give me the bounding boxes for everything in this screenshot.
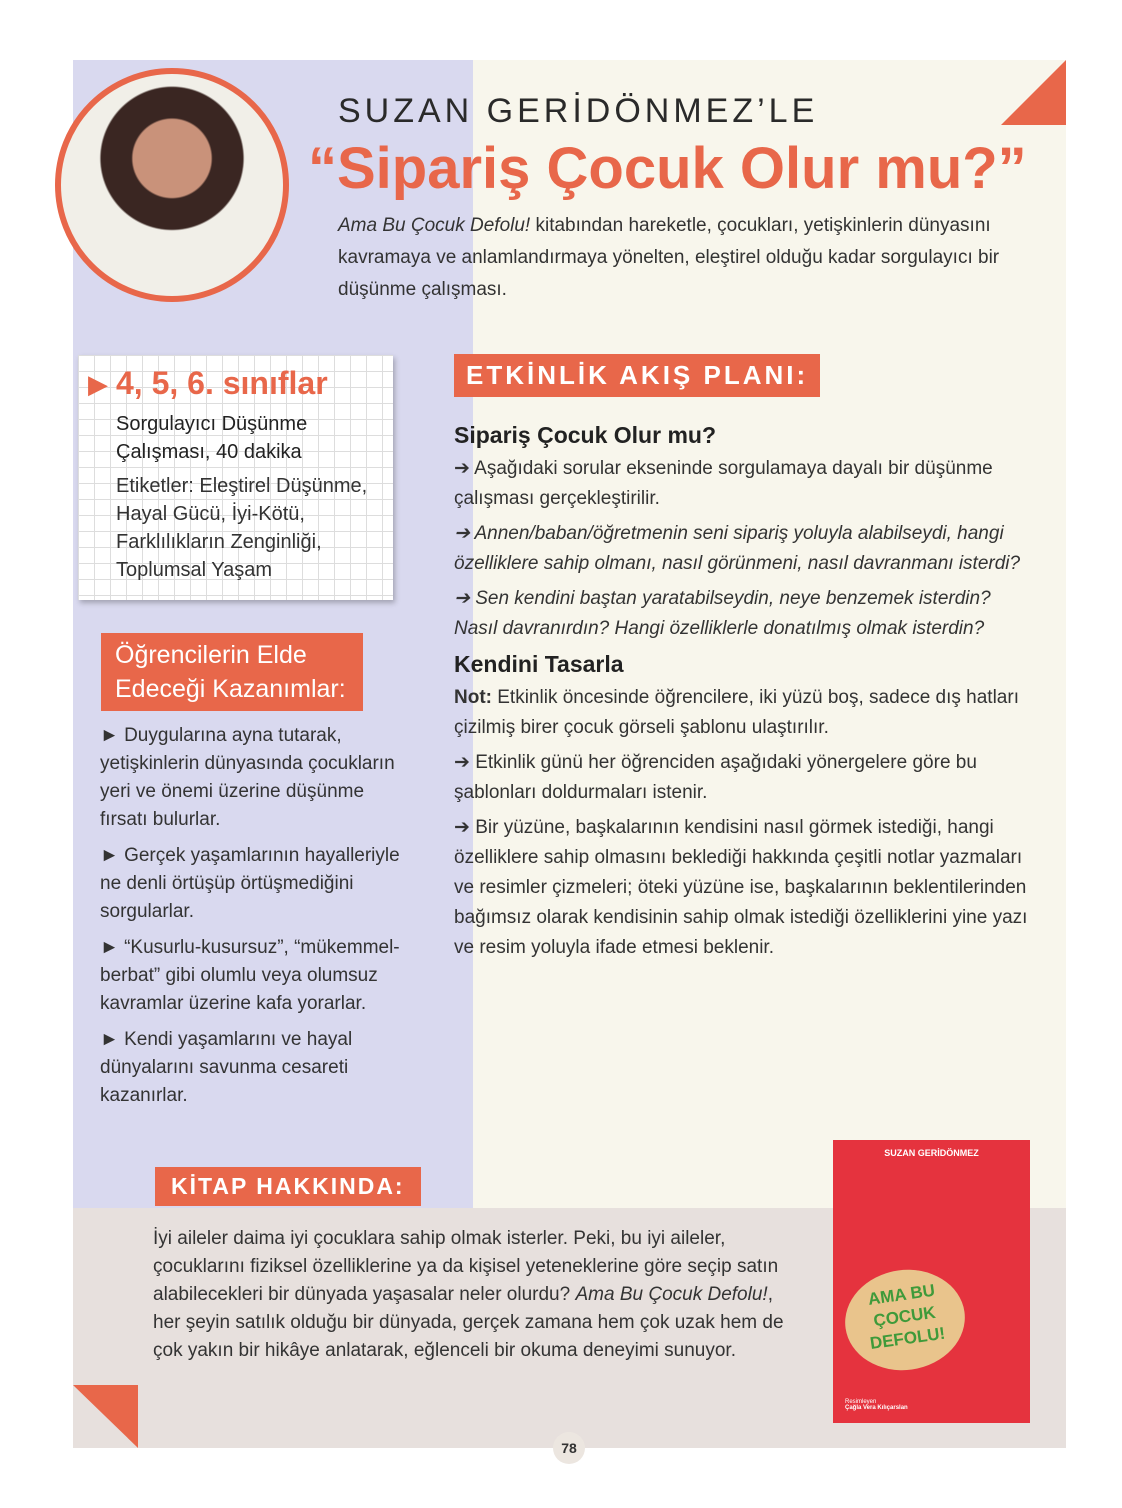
list-item: ► “Kusurlu-kusursuz”, “mükemmel-berbat” gibi olumlu veya olumsuz kavramlar üzerine kafa yorarlar. <box>100 937 400 1014</box>
cover-illustrator <box>845 1399 908 1411</box>
cover-title: AMA BU ÇOCUK DEFOLU! <box>839 1262 972 1378</box>
cover-author: SUZAN GERİDÖNMEZ <box>884 1148 979 1158</box>
note-label: Not: <box>454 687 492 708</box>
plan-heading: ETKİNLİK AKIŞ PLANI: <box>454 354 820 397</box>
intro-rest: kitabından hareketle, çocukları, yetişkinlerin dünyasını kavramaya ve anlamlandırmaya yönelten, eleştirel olduğu kadar sorgulayıcı bir düşünme çalışması. <box>338 215 1000 300</box>
plan-paragraph: ➔ Etkinlik günü her öğrenciden aşağıdaki yönergelere göre bu şablonları doldurmaları istenir. <box>454 752 977 803</box>
list-item: ► Gerçek yaşamlarının hayalleriyle ne denli örtüşüp örtüşmediğini sorgularlar. <box>100 845 400 922</box>
intro-text <box>338 210 1018 306</box>
list-item: ► Duygularına ayna tutarak, yetişkinlerin dünyasında çocukların yeri ve önemi üzerine düşünme fırsatı bulurlar. <box>100 725 395 830</box>
corner-triangle-bottom-left <box>73 1385 138 1448</box>
tags: Etiketler: Eleştirel Düşünme, Hayal Gücü, İyi-Kötü, Farklılıkların Zenginliği, Toplumsal Yaşam <box>116 475 368 581</box>
plan-note <box>454 683 1034 743</box>
intro-book-title: Ama Bu Çocuk Defolu! <box>338 215 531 236</box>
book-cover <box>833 1140 1030 1423</box>
author-kicker: SUZAN GERİDÖNMEZ’LE <box>338 92 819 130</box>
book-title-inline: Ama Bu Çocuk Defolu! <box>575 1284 768 1305</box>
plan-question: ➔ Annen/baban/öğretmenin seni sipariş yoluyla alabilseydi, hangi özelliklere sahip olmanı, nasıl görünmeni, nasıl davranmanı isterdi? <box>454 523 1021 574</box>
book-text-1: İyi aileler daima iyi çocuklara sahip olmak isterler. Peki, bu iyi aileler, çocuklarını fiziksel özelliklerine ya da kişisel yeteneklerine göre seçip satın alabilecekleri bir dünyada yaşasalar neler olurdu? <box>153 1228 779 1305</box>
grade-info-box <box>78 355 393 600</box>
author-photo <box>55 68 289 302</box>
outcomes-heading: Öğrencilerin Elde Edeceği Kazanımlar: <box>101 633 363 711</box>
book-text-2: , her şeyin satılık olduğu bir dünyada, gerçek zamana hem çok uzak hem de çok yakın bir hikâye anlatarak, eğlenceli bir okuma deneyimi sunuyor. <box>153 1284 784 1361</box>
outcomes-list <box>100 722 400 1118</box>
activity-type: Sorgulayıcı Düşünme Çalışması, 40 dakika <box>116 413 308 463</box>
book-heading: KİTAP HAKKINDA: <box>155 1167 421 1206</box>
plan-subheading-1: Sipariş Çocuk Olur mu? <box>454 422 716 448</box>
plan-body <box>454 420 1034 968</box>
plan-paragraph: ➔ Bir yüzüne, başkalarının kendisini nasıl görmek istediği, hangi özelliklere sahip olmasını beklediği hakkında çeşitli notlar yazmaları ve resimler çizmeleri; öteki yüzüne ise, başkalarının beklentilerinden bağımsız olarak kendisinin sahip olmak istediği özelliklerini yine yazı ve resim yoluyla ifade etmesi beklenir. <box>454 817 1028 958</box>
triangle-bullet-icon: ▶ <box>88 369 108 399</box>
plan-paragraph: ➔ Aşağıdaki sorular ekseninde sorgulamaya dayalı bir düşünme çalışması gerçekleştirilir. <box>454 458 993 509</box>
note-text: Etkinlik öncesinde öğrencilere, iki yüzü boş, sadece dış hatları çizilmiş birer çocuk görseli şablonu ulaştırılır. <box>454 687 1019 738</box>
illustrator-label: Resimleyen <box>845 1399 877 1405</box>
plan-subheading-2: Kendini Tasarla <box>454 651 624 677</box>
grade-title: 4, 5, 6. sınıflar <box>116 365 328 401</box>
plan-question: ➔ Sen kendini baştan yaratabilseydin, neye benzemek isterdin? Nasıl davranırdın? Hangi özelliklerle donatılmış olmak isterdin? <box>454 588 991 639</box>
page-title: “Sipariş Çocuk Olur mu?” <box>308 136 1027 201</box>
list-item: ► Kendi yaşamlarını ve hayal dünyalarını savunma cesareti kazanırlar. <box>100 1029 353 1106</box>
book-description <box>153 1225 803 1365</box>
corner-triangle-top-right <box>1001 60 1066 125</box>
page-number: 78 <box>553 1432 585 1464</box>
illustrator-name: Çağla Vera Kılıçarslan <box>845 1405 908 1411</box>
